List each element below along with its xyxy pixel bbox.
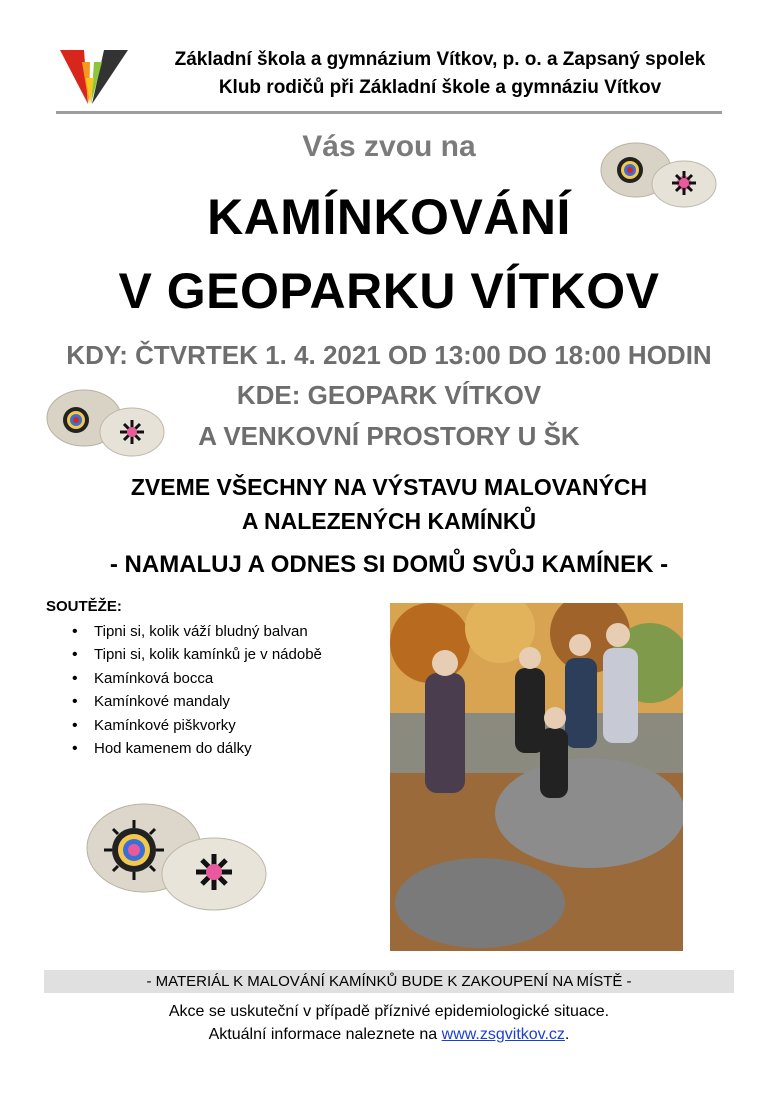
list-item: • Tipni si, kolik váží bludný balvan xyxy=(70,620,322,643)
children-on-rocks-photo xyxy=(390,603,683,951)
invite-subtitle: Vás zvou na xyxy=(302,130,476,163)
list-item: • Tipni si, kolik kamínků je v nádobě xyxy=(70,643,322,666)
event-where-extra: A VENKOVNÍ PROSTORY U ŠK xyxy=(198,421,580,451)
competitions-list xyxy=(70,620,322,760)
event-title-line-1: KAMÍNKOVÁNÍ xyxy=(207,189,571,245)
event-where: KDE: GEOPARK VÍTKOV xyxy=(236,380,542,410)
painted-stones-left-icon xyxy=(46,388,166,460)
invitation-line-1: ZVEME VŠECHNY NA VÝSTAVU MALOVANÝCH xyxy=(130,474,648,500)
epidemic-note: Akce se uskuteční v případě příznivé epidemiologické situace. xyxy=(168,1003,610,1020)
event-when: KDY: ČTVRTEK 1. 4. 2021 OD 13:00 DO 18:00 HODIN xyxy=(66,340,712,370)
website-link[interactable]: www.zsgvitkov.cz xyxy=(441,1026,565,1043)
school-logo-icon xyxy=(58,48,130,106)
material-banner: - MATERIÁL K MALOVÁNÍ KAMÍNKŮ BUDE K ZAKOUPENÍ NA MÍSTĚ - xyxy=(44,970,734,993)
list-item: • Kamínkové mandaly xyxy=(70,690,322,713)
organizer-line-1: Základní škola a gymnázium Vítkov, p. o. a Zapsaný spolek xyxy=(174,49,706,70)
competitions-heading: SOUTĚŽE: xyxy=(46,598,122,615)
info-note xyxy=(0,1026,778,1044)
event-title-line-2: V GEOPARKU VÍTKOV xyxy=(118,263,660,319)
info-note-suffix: . xyxy=(564,1026,570,1043)
organizer-heading xyxy=(140,46,740,102)
painted-stones-large-icon xyxy=(86,798,272,912)
info-note-prefix: Aktuální informace naleznete na xyxy=(208,1026,442,1043)
header-divider xyxy=(56,111,722,114)
list-item: • Hod kamenem do dálky xyxy=(70,737,322,760)
invitation-slogan: - NAMALUJ A ODNES SI DOMŮ SVŮJ KAMÍNEK - xyxy=(109,551,669,578)
invitation-line-2: A NALEZENÝCH KAMÍNKŮ xyxy=(241,508,537,534)
list-item: • Kamínková bocca xyxy=(70,667,322,690)
organizer-line-2: Klub rodičů při Základní škole a gymnáziu Vítkov xyxy=(218,77,662,98)
list-item: • Kamínkové piškvorky xyxy=(70,714,322,737)
